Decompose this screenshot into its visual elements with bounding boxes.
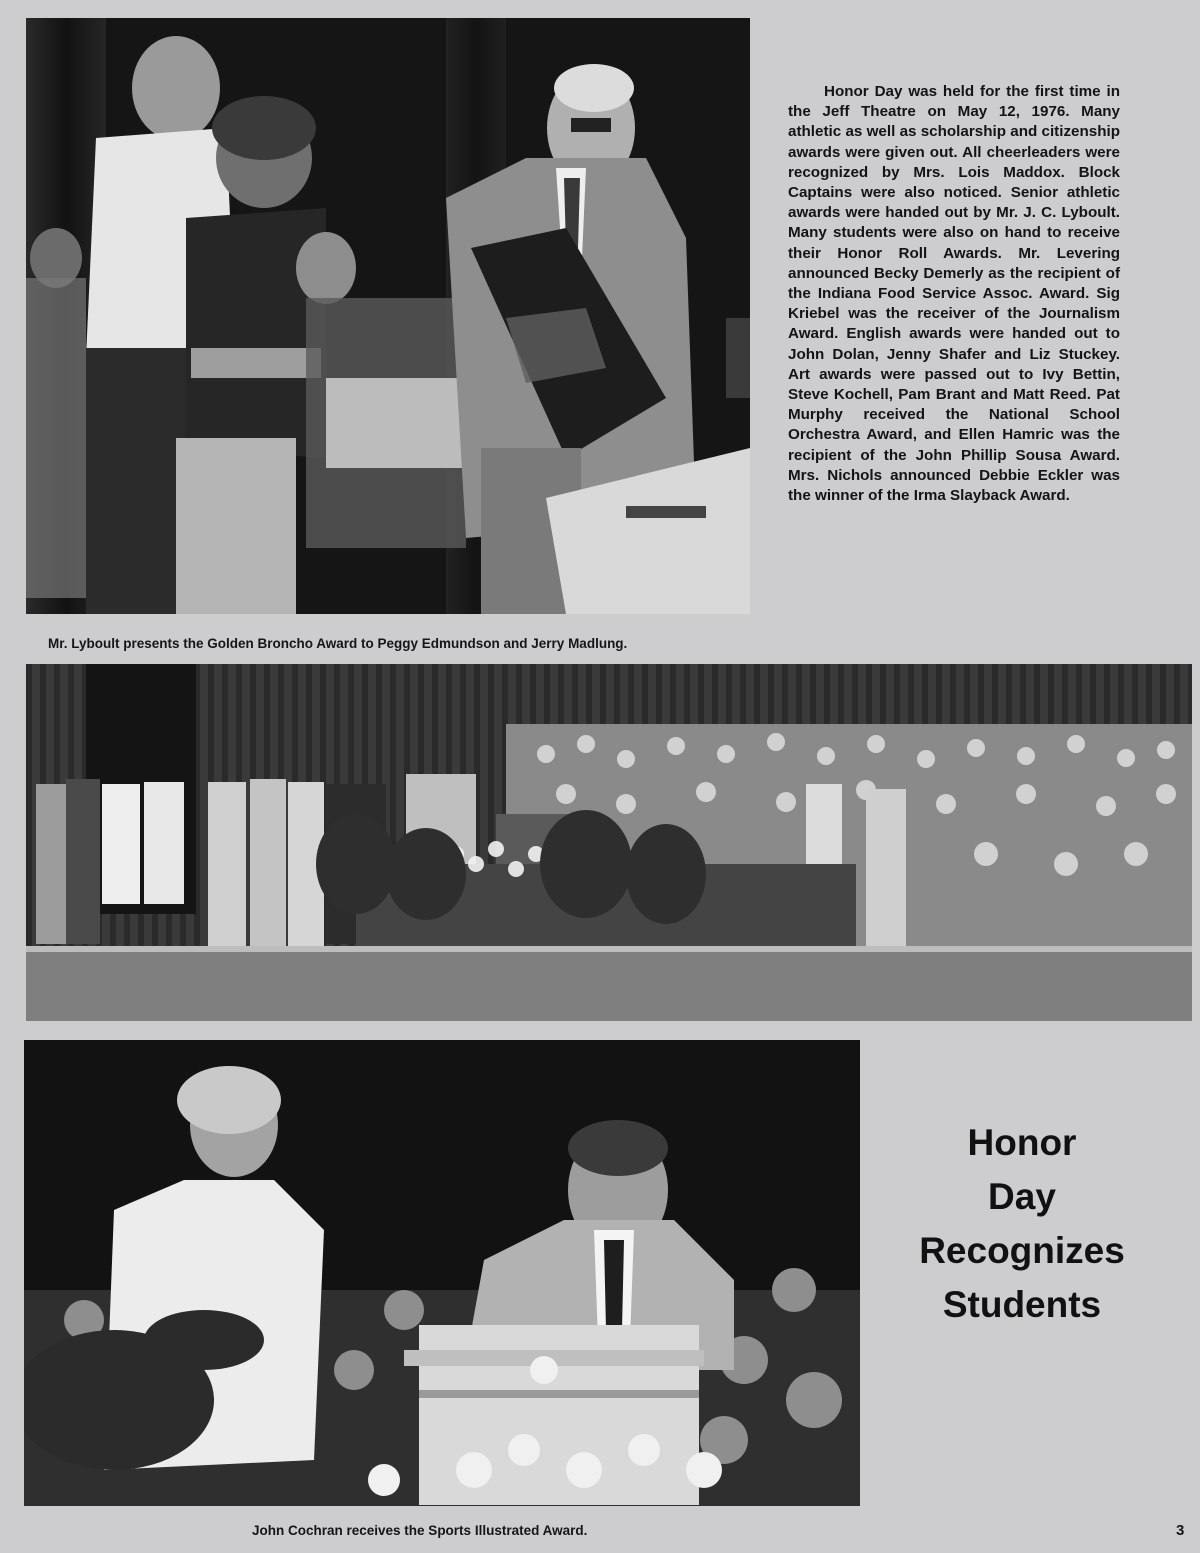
award-presentation-photo (26, 18, 750, 614)
article-body: Honor Day was held for the first time in the Jeff Theatre on May 12, 1976. Many athletic as well as scholarship and citizenship awards were given out. All cheerleaders were recognized by Mrs. Lois Maddox. Block Captains were also noticed. Senior athletic awards were handed out by Mr. J. C. Lyboult. Many students were also on hand to receive their Honor Roll Awards. Mr. Levering announced Becky Demerly as the recipient of the Indiana Food Service Assoc. Award. Sig Kriebel was the receiver of the Journalism Award. English awards were handed out to John Dolan, Jenny Shafer and Liz Stuckey. Art awards were passed out to Ivy Bettin, Steve Kochell, Pam Brant and Matt Reed. Pat Murphy received the National School Orchestra Award, and Ellen Hamric was the recipient of the John Phillip Sousa Award. Mrs. Nichols announced Debbie Eckler was the winner of the Irma Slayback Award. (788, 83, 1120, 505)
stage-ceremony-photo (26, 664, 1192, 1021)
page-headline (868, 1116, 1176, 1332)
top-photo-caption: Mr. Lyboult presents the Golden Broncho Award to Peggy Edmundson and Jerry Madlung. (48, 636, 628, 651)
bottom-photo-caption: John Cochran receives the Sports Illustrated Award. (252, 1523, 588, 1538)
page-number: 3 (1176, 1522, 1185, 1539)
headline-line-3: Recognizes (919, 1230, 1125, 1271)
headline-line-2: Day (988, 1176, 1056, 1217)
headline-line-1: Honor (967, 1122, 1077, 1163)
headline-line-4: Students (942, 1284, 1102, 1325)
podium-speaker-photo (24, 1040, 860, 1506)
